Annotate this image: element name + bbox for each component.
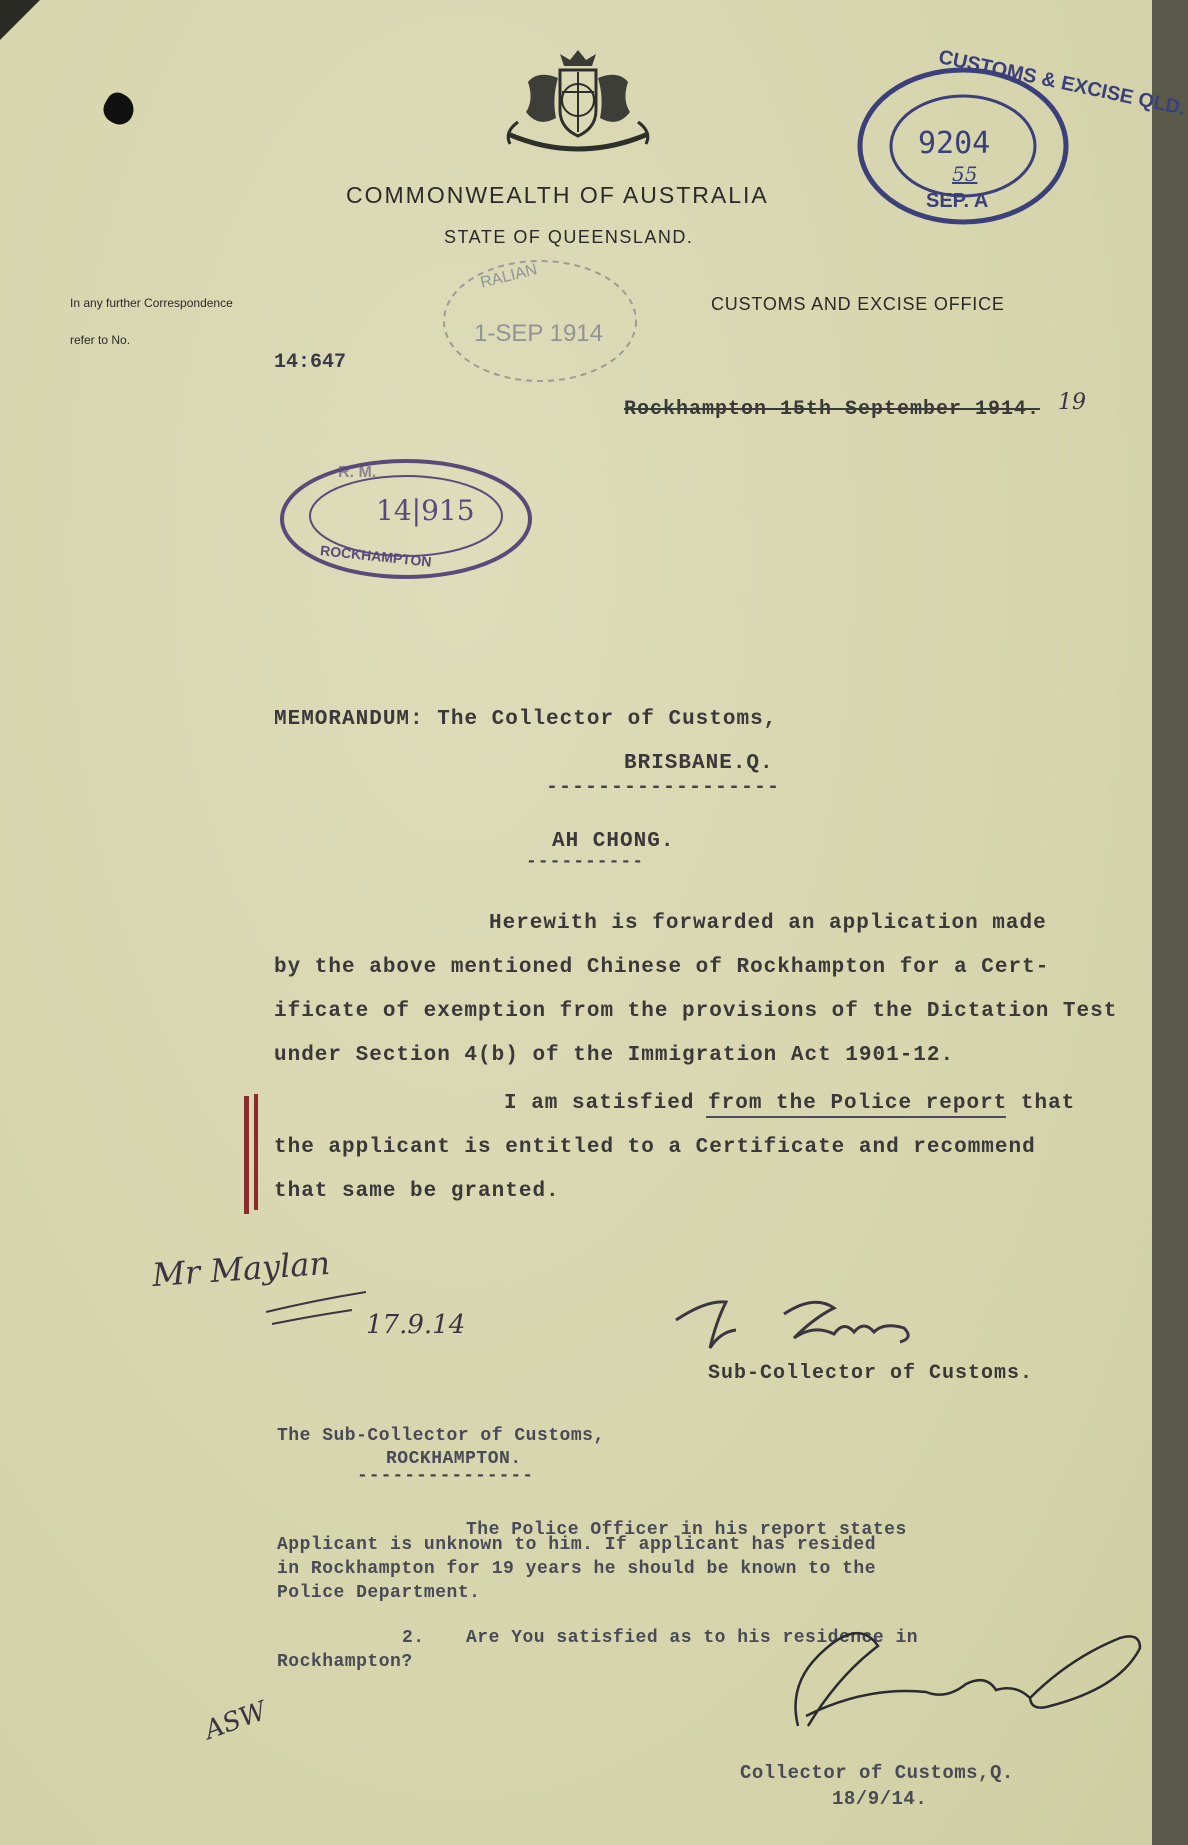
stamp-top-text: CUSTOMS & EXCISE QLD. — [936, 46, 1188, 120]
sub-collector-signature-icon — [674, 1290, 994, 1366]
memo-location: BRISBANE.Q. — [624, 752, 774, 775]
reply-divider: --------------- — [357, 1466, 535, 1486]
letterhead-subtitle: STATE OF QUEENSLAND. — [444, 227, 694, 247]
handwritten-initials: ASW — [200, 1696, 271, 1746]
stamp-month: SEP. A — [926, 190, 989, 212]
sub-collector-title: Sub-Collector of Customs. — [708, 1362, 1034, 1385]
underline-police-report — [706, 1116, 1006, 1118]
reply-para1-line2: Applicant is unknown to him. If applicant has resided — [277, 1535, 876, 1555]
memo-divider-1: ------------------ — [546, 776, 781, 799]
memo-para1-line1: Herewith is forwarded an application made — [489, 912, 1047, 935]
received-stamp-date: 1-SEP 1914 — [474, 320, 603, 347]
date-correction: 19 — [1058, 390, 1086, 415]
correspondence-label-1: In any further Correspondence — [70, 296, 233, 310]
date-line: Rockhampton 15th September 1914. — [624, 398, 1041, 421]
reply-para1-line4: Police Department. — [277, 1583, 481, 1603]
reply-para2-line2: Rockhampton? — [277, 1652, 413, 1672]
collector-date: 18/9/14. — [832, 1788, 928, 1810]
memo-para1-line2: by the above mentioned Chinese of Rockhampton for a Cert- — [274, 956, 1050, 979]
memo-para1-line3: ificate of exemption from the provisions of the Dictation Test — [274, 1000, 1118, 1023]
reply-para2-line1: Are You satisfied as to his residence in — [466, 1628, 919, 1648]
memo-heading-line — [274, 708, 777, 731]
margin-mark-2 — [254, 1094, 258, 1210]
memo-subject: AH CHONG. — [552, 830, 675, 853]
punch-hole — [99, 89, 140, 130]
oval-stamp-top: R. M. — [338, 464, 377, 481]
office-name: CUSTOMS AND EXCISE OFFICE — [711, 294, 1005, 314]
memo-addressee: The Collector of Customs, — [437, 708, 778, 731]
stamp-number: 9204 — [918, 126, 991, 161]
margin-mark-1 — [244, 1096, 249, 1214]
torn-corner — [0, 0, 40, 40]
oval-stamp-bottom: ROCKHAMPTON — [319, 542, 433, 570]
stamp-sub-number: 55 — [952, 162, 978, 186]
memo-heading: MEMORANDUM: — [274, 708, 424, 731]
handwritten-date: 17.9.14 — [366, 1310, 466, 1340]
coat-of-arms-icon — [488, 42, 668, 157]
memo-para2-line2: the applicant is entitled to a Certificate and recommend — [274, 1136, 1036, 1159]
memo-para2-line1: I am satisfied from the Police report that — [504, 1092, 1076, 1115]
oval-registry-stamp — [278, 456, 534, 582]
reply-para1-line1: The Police Officer in his report states — [466, 1520, 907, 1540]
reply-para1-line3: in Rockhampton for 19 years he should be known to the — [277, 1559, 876, 1579]
memo-para2-line3: that same be granted. — [274, 1180, 560, 1203]
collector-signature-icon — [766, 1596, 1126, 1748]
received-stamp-top: RALIAN — [478, 261, 539, 292]
correspondence-label-2: refer to No. — [70, 333, 131, 347]
reply-addressee: The Sub-Collector of Customs, — [277, 1426, 605, 1446]
reply-para2-number: 2. — [402, 1628, 425, 1648]
customs-excise-stamp — [856, 46, 1188, 226]
received-date-stamp — [440, 256, 640, 386]
handwritten-name: Mr Maylan — [150, 1243, 332, 1295]
memo-para1-line4: under Section 4(b) of the Immigration Act 1901-12. — [274, 1044, 955, 1067]
memo-divider-2: ---------- — [526, 852, 645, 872]
oval-stamp-number: 14|915 — [376, 494, 475, 527]
reply-location: ROCKHAMPTON. — [386, 1449, 522, 1469]
collector-title: Collector of Customs,Q. — [740, 1762, 1014, 1784]
letterhead-title: COMMONWEALTH OF AUSTRALIA — [346, 182, 769, 208]
reference-number: 14:647 — [274, 351, 347, 374]
